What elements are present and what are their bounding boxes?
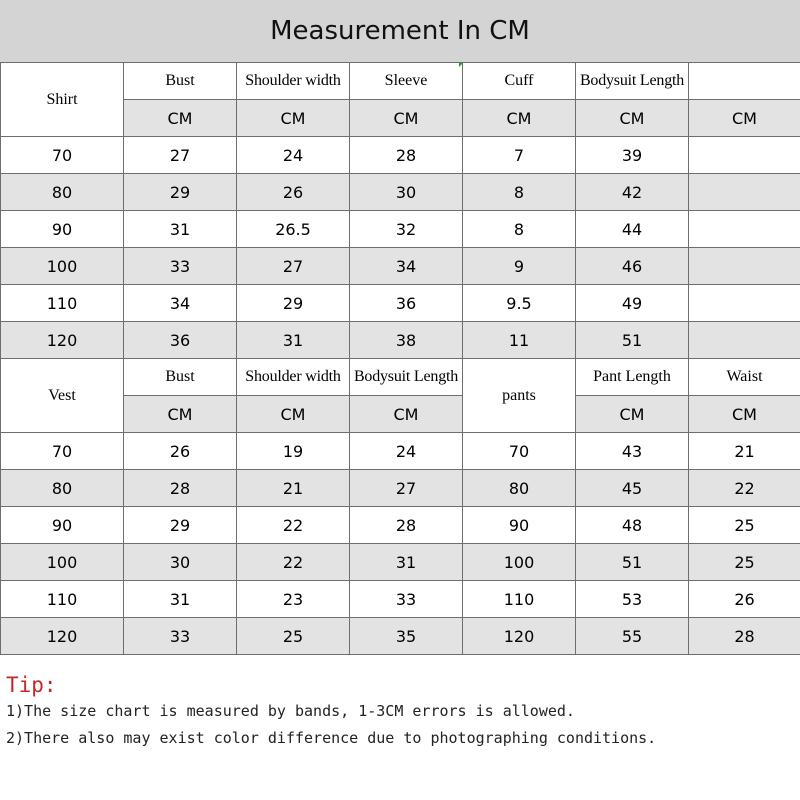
value-cell: 22 — [689, 470, 800, 507]
value-cell: 44 — [576, 211, 689, 248]
value-cell — [689, 137, 800, 174]
value-cell — [689, 211, 800, 248]
table-row — [1, 285, 800, 322]
pants-section-label: pants — [463, 359, 576, 433]
vest-header-row — [1, 359, 800, 396]
value-cell: 28 — [350, 137, 463, 174]
value-cell: 26 — [237, 174, 350, 211]
value-cell: 42 — [576, 174, 689, 211]
value-cell: 31 — [237, 322, 350, 359]
size-cell: 110 — [1, 285, 124, 322]
value-cell: 24 — [237, 137, 350, 174]
table-row — [1, 507, 800, 544]
unit-cell: CM — [124, 396, 237, 433]
value-cell: 33 — [124, 618, 237, 655]
column-header: Cuff — [463, 63, 576, 100]
value-cell — [689, 248, 800, 285]
value-cell — [689, 322, 800, 359]
value-cell: 29 — [124, 174, 237, 211]
cell-corner-marker — [459, 63, 463, 67]
column-header: Waist — [689, 359, 800, 396]
value-cell: 21 — [237, 470, 350, 507]
tip-line: 2)There also may exist color difference due to photographing conditions. — [6, 729, 657, 747]
value-cell: 36 — [124, 322, 237, 359]
size-cell: 90 — [1, 507, 124, 544]
value-cell: 8 — [463, 211, 576, 248]
value-cell: 29 — [124, 507, 237, 544]
unit-cell: CM — [124, 100, 237, 137]
value-cell: 22 — [237, 544, 350, 581]
size-cell: 100 — [1, 544, 124, 581]
value-cell: 30 — [350, 174, 463, 211]
value-cell: 51 — [576, 322, 689, 359]
value-cell: 48 — [576, 507, 689, 544]
value-cell: 51 — [576, 544, 689, 581]
size-cell: 80 — [1, 174, 124, 211]
value-cell: 27 — [350, 470, 463, 507]
pants-size-cell: 70 — [463, 433, 576, 470]
value-cell: 21 — [689, 433, 800, 470]
table-row — [1, 137, 800, 174]
value-cell: 31 — [350, 544, 463, 581]
table-row — [1, 618, 800, 655]
value-cell: 25 — [689, 507, 800, 544]
value-cell: 49 — [576, 285, 689, 322]
value-cell: 27 — [124, 137, 237, 174]
value-cell: 45 — [576, 470, 689, 507]
pants-size-cell: 80 — [463, 470, 576, 507]
value-cell: 24 — [350, 433, 463, 470]
table-row — [1, 433, 800, 470]
value-cell: 46 — [576, 248, 689, 285]
table-row — [1, 211, 800, 248]
value-cell: 43 — [576, 433, 689, 470]
value-cell: 35 — [350, 618, 463, 655]
size-cell: 120 — [1, 618, 124, 655]
size-table — [0, 62, 800, 655]
unit-cell: CM — [689, 100, 800, 137]
unit-cell: CM — [350, 396, 463, 433]
size-cell: 110 — [1, 581, 124, 618]
value-cell: 55 — [576, 618, 689, 655]
column-header: Bodysuit Length — [576, 63, 689, 100]
unit-cell: CM — [689, 396, 800, 433]
tip-title: Tip: — [6, 673, 57, 697]
column-header: Sleeve — [350, 63, 463, 100]
column-header — [689, 63, 800, 100]
value-cell: 28 — [350, 507, 463, 544]
value-cell: 28 — [124, 470, 237, 507]
column-header: Pant Length — [576, 359, 689, 396]
value-cell: 33 — [350, 581, 463, 618]
value-cell: 25 — [689, 544, 800, 581]
value-cell: 19 — [237, 433, 350, 470]
value-cell: 36 — [350, 285, 463, 322]
pants-size-cell: 90 — [463, 507, 576, 544]
value-cell: 29 — [237, 285, 350, 322]
value-cell — [689, 285, 800, 322]
column-header: Bust — [124, 359, 237, 396]
size-cell: 90 — [1, 211, 124, 248]
tip-section — [6, 672, 796, 752]
table-row — [1, 322, 800, 359]
shirt-header-row — [1, 63, 800, 100]
value-cell: 11 — [463, 322, 576, 359]
value-cell: 34 — [350, 248, 463, 285]
value-cell: 31 — [124, 581, 237, 618]
value-cell: 9 — [463, 248, 576, 285]
size-cell: 70 — [1, 137, 124, 174]
value-cell: 33 — [124, 248, 237, 285]
unit-cell: CM — [237, 100, 350, 137]
column-header: Bodysuit Length — [350, 359, 463, 396]
value-cell — [689, 174, 800, 211]
size-cell: 100 — [1, 248, 124, 285]
value-cell: 26 — [124, 433, 237, 470]
value-cell: 28 — [689, 618, 800, 655]
value-cell: 25 — [237, 618, 350, 655]
value-cell: 7 — [463, 137, 576, 174]
column-header: Shoulder width — [237, 63, 350, 100]
column-header: Shoulder width — [237, 359, 350, 396]
value-cell: 8 — [463, 174, 576, 211]
value-cell: 31 — [124, 211, 237, 248]
value-cell: 26 — [689, 581, 800, 618]
table-row — [1, 544, 800, 581]
unit-cell: CM — [350, 100, 463, 137]
value-cell: 26.5 — [237, 211, 350, 248]
value-cell: 39 — [576, 137, 689, 174]
table-row — [1, 248, 800, 285]
table-row — [1, 581, 800, 618]
column-header: Bust — [124, 63, 237, 100]
unit-cell: CM — [237, 396, 350, 433]
shirt-section-label: Shirt — [1, 63, 124, 137]
value-cell: 27 — [237, 248, 350, 285]
size-cell: 120 — [1, 322, 124, 359]
value-cell: 9.5 — [463, 285, 576, 322]
tip-line: 1)The size chart is measured by bands, 1-3CM errors is allowed. — [6, 702, 575, 720]
value-cell: 22 — [237, 507, 350, 544]
value-cell: 38 — [350, 322, 463, 359]
table-row — [1, 174, 800, 211]
table-row — [1, 470, 800, 507]
unit-cell: CM — [576, 100, 689, 137]
unit-cell: CM — [576, 396, 689, 433]
value-cell: 23 — [237, 581, 350, 618]
size-cell: 70 — [1, 433, 124, 470]
value-cell: 30 — [124, 544, 237, 581]
value-cell: 32 — [350, 211, 463, 248]
page-title: Measurement In CM — [0, 0, 800, 63]
value-cell: 34 — [124, 285, 237, 322]
pants-size-cell: 100 — [463, 544, 576, 581]
unit-cell: CM — [463, 100, 576, 137]
vest-section-label: Vest — [1, 359, 124, 433]
pants-size-cell: 110 — [463, 581, 576, 618]
pants-size-cell: 120 — [463, 618, 576, 655]
value-cell: 53 — [576, 581, 689, 618]
size-cell: 80 — [1, 470, 124, 507]
